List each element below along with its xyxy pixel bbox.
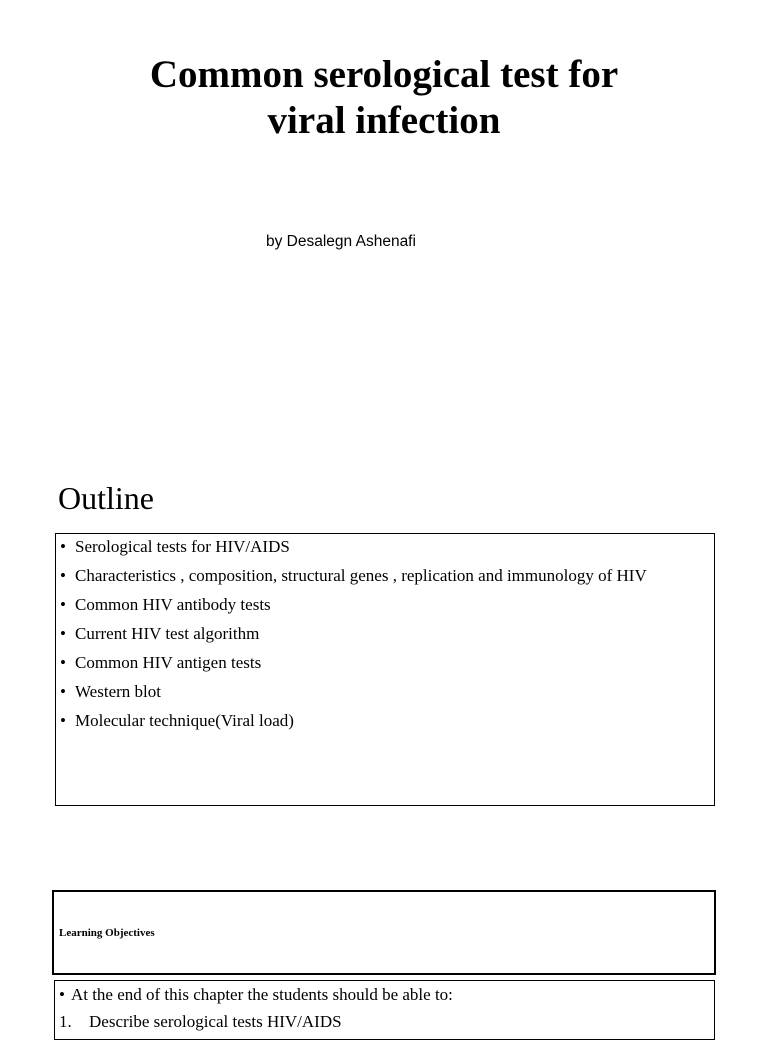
bullet-icon: • [60,711,66,730]
bullet-icon: • [60,653,66,672]
outline-item-text: Western blot [75,682,161,701]
outline-list [56,534,714,731]
outline-item [60,653,694,673]
outline-item-text: Current HIV test algorithm [75,624,260,643]
outline-item [60,566,694,586]
objectives-intro-text: At the end of this chapter the students should be able to: [70,985,453,1004]
outline-item-text: Common HIV antigen tests [75,653,262,672]
objectives-intro [59,985,453,1005]
outline-item [60,682,694,702]
bullet-icon: • [60,624,66,643]
outline-item-text: Molecular technique(Viral load) [75,711,294,730]
bullet-icon: • [59,985,65,1004]
bullet-icon: • [60,595,66,614]
objectives-header-box [52,890,716,975]
outline-item [60,624,694,644]
outline-item-text: Serological tests for HIV/AIDS [75,537,290,556]
title-line-2: viral infection [267,99,501,142]
bullet-icon: • [60,566,66,585]
objectives-heading: Learning Objectives [59,927,155,939]
document-title [0,52,768,144]
objectives-box [54,980,715,1040]
objective-item [59,1012,342,1032]
bullet-icon: • [60,682,66,701]
outline-item-text: Common HIV antibody tests [75,595,271,614]
bullet-icon: • [60,537,66,556]
outline-item-text: Characteristics , composition, structural genes , replication and immunology of HIV [75,566,647,585]
author-line: by Desalegn Ashenafi [266,233,416,250]
objective-text: Describe serological tests HIV/AIDS [89,1012,342,1031]
outline-item [60,711,694,731]
outline-item [60,537,694,557]
title-line-1: Common serological test for [149,53,619,96]
objective-number: 1. [59,1012,72,1031]
outline-heading: Outline [58,480,154,516]
outline-box [55,533,715,806]
outline-item [60,595,694,615]
